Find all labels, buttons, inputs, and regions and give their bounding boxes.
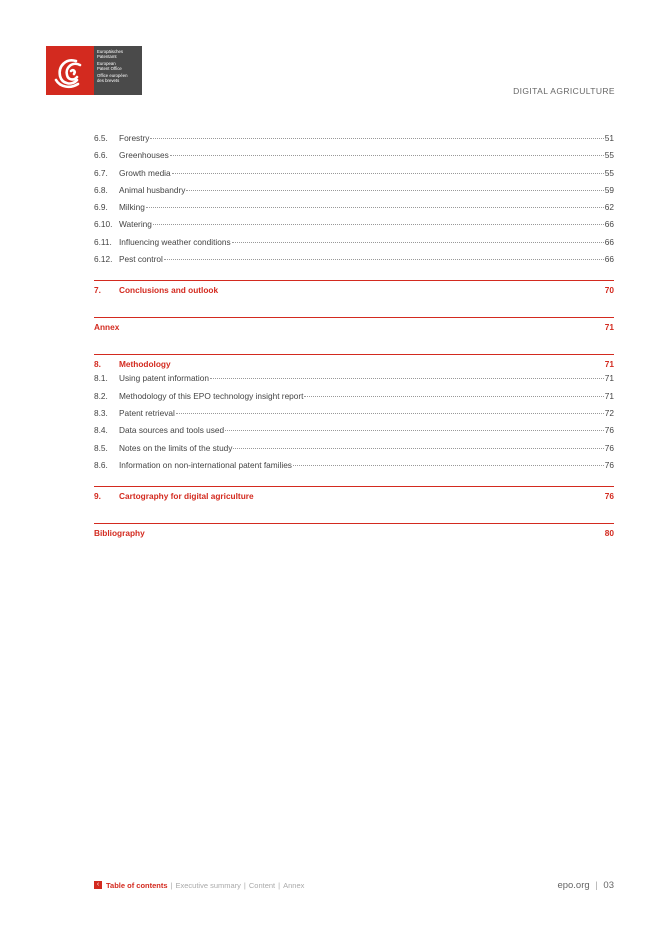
entry-page: 71: [604, 373, 614, 384]
entry-page: 62: [604, 202, 614, 213]
logo-line: Patent Office: [97, 66, 122, 71]
footer-separator: |: [595, 879, 598, 891]
toc-entry[interactable]: [94, 237, 614, 254]
footer-separator: |: [170, 880, 173, 890]
toc-entry[interactable]: [94, 460, 614, 477]
toc-entry[interactable]: [94, 254, 614, 271]
toc-section-8[interactable]: [94, 354, 614, 373]
entry-title: Watering: [119, 219, 152, 230]
entry-number: 6.11.: [94, 236, 112, 247]
footer-site[interactable]: epo.org: [557, 879, 590, 891]
entry-page: 51: [604, 133, 614, 143]
toc-annex[interactable]: [94, 317, 614, 336]
entry-number: 8.1.: [94, 373, 108, 384]
dot-leader: [225, 430, 604, 431]
dot-leader: [293, 465, 604, 466]
epo-logo: [46, 46, 142, 95]
entry-number: 6.7.: [94, 167, 108, 178]
dot-leader: [164, 259, 604, 260]
section-page: 71: [604, 322, 614, 333]
section-title: Bibliography: [94, 528, 145, 539]
footer-nav-annex[interactable]: Annex: [283, 880, 305, 890]
logo-line: European: [97, 61, 116, 66]
footer-nav-executive-summary[interactable]: Executive summary: [175, 880, 241, 890]
section-number: 9.: [94, 491, 101, 502]
section-title: Methodology: [119, 359, 171, 370]
entry-page: 55: [604, 150, 614, 161]
toc-entry[interactable]: [94, 443, 614, 460]
entry-number: 8.3.: [94, 407, 108, 418]
dot-leader: [232, 242, 604, 243]
entry-page: 66: [604, 219, 614, 230]
entry-title: Milking: [119, 202, 145, 213]
toc-bibliography[interactable]: [94, 523, 614, 542]
entry-title: Information on non-international patent families: [119, 459, 292, 470]
entry-title: Influencing weather conditions: [119, 236, 231, 247]
section-page: 76: [604, 491, 614, 502]
dot-leader: [304, 396, 603, 397]
entry-title: Pest control: [119, 254, 163, 265]
toc-entry[interactable]: [94, 219, 614, 236]
dot-leader: [172, 173, 604, 174]
logo-line: des brevets: [97, 78, 120, 83]
entry-title: Patent retrieval: [119, 407, 175, 418]
entry-number: 8.4.: [94, 425, 108, 436]
entry-number: 6.5.: [94, 133, 108, 143]
epo-logo-text: [94, 46, 142, 95]
entry-number: 6.9.: [94, 202, 108, 213]
toc-group-8: [94, 373, 614, 477]
dot-leader: [233, 448, 603, 449]
entry-page: 76: [604, 442, 614, 453]
entry-title: Notes on the limits of the study: [119, 442, 233, 453]
chevron-left-icon[interactable]: ‹: [94, 881, 102, 889]
section-number: 8.: [94, 359, 101, 370]
section-number: 7.: [94, 285, 101, 296]
entry-title: Data sources and tools used: [119, 425, 225, 436]
entry-title: Methodology of this EPO technology insight report: [119, 390, 304, 401]
entry-title: Animal husbandry: [119, 184, 186, 195]
dot-leader: [176, 413, 604, 414]
logo-line: Patentamt: [97, 54, 117, 59]
toc-entry[interactable]: [94, 202, 614, 219]
footer-separator: |: [243, 880, 246, 890]
dot-leader: [153, 224, 604, 225]
entry-page: 66: [604, 254, 614, 265]
table-of-contents: [94, 133, 614, 542]
dot-leader: [170, 155, 604, 156]
entry-title: Growth media: [119, 167, 171, 178]
toc-entry[interactable]: [94, 425, 614, 442]
toc-section-9[interactable]: [94, 486, 614, 505]
section-title: Conclusions and outlook: [119, 285, 219, 296]
entry-page: 76: [604, 425, 614, 436]
entry-page: 59: [604, 184, 614, 195]
entry-number: 6.10.: [94, 219, 113, 230]
toc-entry[interactable]: [94, 168, 614, 185]
logo-line: Europäisches: [97, 49, 124, 54]
toc-section-7[interactable]: [94, 280, 614, 299]
section-page: 71: [604, 359, 614, 370]
toc-group-6: [94, 133, 614, 271]
entry-number: 6.8.: [94, 184, 108, 195]
entry-page: 55: [604, 167, 614, 178]
logo-line: Office européen: [97, 73, 128, 78]
dot-leader: [146, 207, 604, 208]
footer-separator: |: [278, 880, 281, 890]
toc-entry[interactable]: [94, 150, 614, 167]
toc-entry[interactable]: [94, 391, 614, 408]
entry-number: 8.5.: [94, 442, 108, 453]
entry-title: Forestry: [119, 133, 150, 143]
section-page: 70: [604, 285, 614, 296]
epo-logo-mark: [46, 46, 94, 95]
toc-entry[interactable]: [94, 408, 614, 425]
entry-number: 8.6.: [94, 459, 108, 470]
entry-page: 72: [604, 407, 614, 418]
toc-entry[interactable]: [94, 185, 614, 202]
entry-title: Greenhouses: [119, 150, 169, 161]
footer-toc-link[interactable]: Table of contents: [106, 880, 168, 890]
entry-number: 6.12.: [94, 254, 113, 265]
entry-number: 6.6.: [94, 150, 108, 161]
dot-leader: [210, 378, 604, 379]
entry-number: 8.2.: [94, 390, 108, 401]
dot-leader: [150, 138, 603, 139]
dot-leader: [186, 190, 603, 191]
section-title: Annex: [94, 322, 120, 333]
entry-title: Using patent information: [119, 373, 209, 384]
section-page: 80: [604, 528, 614, 539]
section-title: Cartography for digital agriculture: [119, 491, 254, 502]
entry-page: 76: [604, 459, 614, 470]
entry-page: 71: [604, 390, 614, 401]
toc-entry[interactable]: [94, 133, 614, 150]
entry-page: 66: [604, 236, 614, 247]
page-footer: [94, 879, 614, 891]
footer-nav-content[interactable]: Content: [248, 880, 276, 890]
document-title: DIGITAL AGRICULTURE: [513, 86, 615, 96]
footer-page-info: [557, 880, 614, 891]
toc-entry[interactable]: [94, 373, 614, 390]
page-number: 03: [603, 879, 614, 891]
